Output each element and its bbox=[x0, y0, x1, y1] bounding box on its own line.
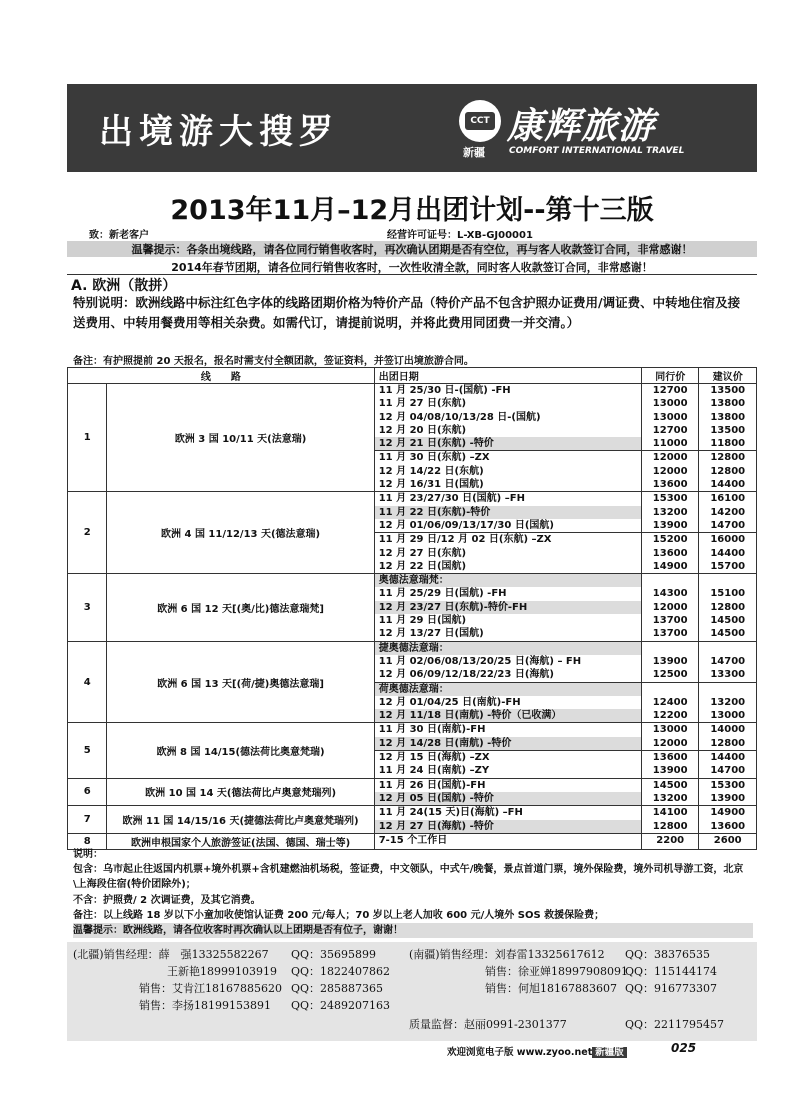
table-row bbox=[68, 723, 757, 778]
suggested-price: 13200 bbox=[710, 696, 746, 708]
departure-date: 12 月 01/04/25 日(南航)-FH bbox=[378, 696, 521, 708]
peer-price: 13600 bbox=[652, 479, 688, 491]
peer-price: 13700 bbox=[652, 628, 688, 640]
route-name: 欧洲 6 国 13 天[(荷/捷)奥德法意瑞] bbox=[107, 641, 374, 723]
footer-tag: 新疆版 bbox=[592, 1047, 627, 1058]
suggested-price: 13800 bbox=[710, 411, 746, 423]
suggested-price: 13500 bbox=[710, 424, 746, 436]
departure-date: 11 月 27 日(东航) bbox=[378, 398, 467, 410]
departure-date: 11 月 23/27/30 日(国航) –FH bbox=[378, 493, 525, 505]
peer-price: 15200 bbox=[642, 532, 699, 546]
suggested-prices bbox=[699, 641, 757, 723]
suggested-price: 15700 bbox=[710, 560, 746, 572]
departure-date: 11 月 29 日(国航) bbox=[378, 615, 467, 627]
departure-dates bbox=[374, 384, 641, 492]
departure-date: 12 月 14/28 日(南航) -特价 bbox=[375, 737, 641, 750]
suggested-price: 13600 bbox=[710, 820, 746, 832]
explanation-line: 不含：护照费/ 2 次调证费，及其它消费。 bbox=[73, 894, 261, 906]
explanation-line: 说明： bbox=[73, 849, 103, 860]
departure-date: 12 月 16/31 日(国航) bbox=[378, 479, 484, 491]
departure-date: 11 月 30 日(南航)-FH bbox=[378, 724, 486, 736]
page-number: 025 bbox=[671, 1041, 697, 1055]
suggested-price: 14700 bbox=[710, 765, 746, 777]
sub-route-spacer bbox=[699, 682, 756, 696]
suggested-price: 14700 bbox=[710, 655, 746, 667]
departure-date: 11 月 30 日(东航) –ZX bbox=[375, 450, 641, 464]
peer-price: 12800 bbox=[652, 820, 688, 832]
suggested-prices bbox=[699, 806, 757, 834]
departure-date: 12 月 11/18 日(南航) -特价（已收满） bbox=[375, 709, 641, 722]
suggested-price: 14500 bbox=[710, 615, 746, 627]
sub-route-title: 奥德法意瑞梵： bbox=[375, 574, 641, 587]
header-banner bbox=[67, 84, 757, 172]
notice-1: 温馨提示：各条出境线路，请各位同行销售收客时，再次确认团期是否有空位，再与客人收款签订合同，非常感谢！ bbox=[67, 241, 757, 257]
peer-prices bbox=[641, 806, 699, 834]
departure-date: 11 月 24(15 天)日(海航) –FH bbox=[378, 807, 523, 819]
peer-price: 14500 bbox=[652, 779, 688, 791]
peer-price: 13200 bbox=[652, 506, 688, 518]
logo-mark-text: CCT bbox=[465, 112, 495, 130]
suggested-prices bbox=[699, 492, 757, 574]
row-number: 7 bbox=[68, 806, 107, 834]
departure-date: 12 月 04/08/10/13/28 日-(国航) bbox=[378, 411, 541, 423]
company-logo bbox=[459, 96, 749, 162]
route-name: 欧洲 4 国 11/12/13 天(德法意瑞) bbox=[107, 492, 374, 574]
suggested-price: 13500 bbox=[710, 385, 746, 396]
sub-route-title: 荷奥德法意瑞： bbox=[375, 682, 641, 696]
north-sales-3: 销售：李扬18199153891 bbox=[139, 999, 271, 1012]
suggested-price: 16100 bbox=[710, 493, 746, 505]
tour-table bbox=[67, 367, 757, 850]
row-number: 5 bbox=[68, 723, 107, 778]
peer-price: 11000 bbox=[652, 438, 688, 450]
north-sales-1: 王新艳18999103919 bbox=[167, 965, 277, 978]
suggested-price: 2600 bbox=[713, 834, 742, 846]
departure-date: 12 月 14/22 日(东航) bbox=[378, 465, 484, 477]
peer-price: 12400 bbox=[652, 696, 688, 708]
peer-price: 12000 bbox=[652, 601, 688, 613]
departure-dates bbox=[374, 723, 641, 778]
route-name: 欧洲申根国家个人旅游签证(法国、德国、瑞士等) bbox=[107, 833, 374, 849]
suggest-price-header: 建议价 bbox=[699, 368, 757, 384]
notice-2: 2014年春节团期，请各位同行销售收客时，一次性收清全款，同时客人收款签订合同，非常感谢！ bbox=[171, 261, 653, 274]
peer-price: 13900 bbox=[652, 765, 688, 777]
south-sales-2: 销售：何旭18167883607 bbox=[485, 982, 617, 995]
departure-date: 12 月 15 日(海航) –ZX bbox=[375, 750, 641, 764]
logo-sub: 新疆 bbox=[463, 146, 485, 159]
peer-price: 13600 bbox=[652, 547, 688, 559]
suggested-price: 14400 bbox=[710, 479, 746, 491]
suggested-price: 11800 bbox=[710, 438, 746, 450]
special-note: 特别说明：欧洲线路中标注红色字体的线路团期价格为特价产品（特价产品不包含护照办证费用/调证费、中转地住宿及接送费用、中转用餐费用等相关杂费。如需代订，请提前说明，并将此费用同团费一并交清。） bbox=[73, 295, 741, 330]
logo-flower-icon bbox=[459, 100, 501, 142]
row-number: 2 bbox=[68, 492, 107, 574]
peer-price: 14100 bbox=[652, 807, 688, 819]
suggested-price: 14400 bbox=[710, 547, 746, 559]
peer-prices bbox=[641, 384, 699, 492]
table-row bbox=[68, 384, 757, 492]
row-number: 8 bbox=[68, 833, 107, 849]
suggested-price: 14000 bbox=[710, 724, 746, 736]
suggested-prices bbox=[699, 723, 757, 778]
departure-date: 12 月 13/27 日(国航) bbox=[378, 628, 484, 640]
route-name: 欧洲 8 国 14/15(德法荷比奥意梵瑞) bbox=[107, 723, 374, 778]
contacts-box bbox=[67, 942, 757, 1041]
departure-dates bbox=[374, 641, 641, 723]
explanation-line: 备注：以上线路 18 岁以下小童加收使馆认证费 200 元/每人；70 岁以上老人加收 600 元/人境外 SOS 救援保险费； bbox=[73, 909, 605, 921]
suggested-price: 12800 bbox=[710, 601, 746, 613]
departure-date: 11 月 25/29 日(国航) -FH bbox=[378, 588, 507, 600]
suggested-price: 15100 bbox=[710, 588, 746, 600]
route-name: 欧洲 10 国 14 天(德法荷比卢奥意梵瑞列) bbox=[107, 778, 374, 806]
departure-date: 11 月 22 日(东航)-特价 bbox=[375, 506, 641, 519]
sub-route-spacer bbox=[642, 574, 699, 587]
suggested-price: 12800 bbox=[699, 450, 756, 464]
south-sales-1-qq: QQ：115144174 bbox=[625, 965, 718, 978]
south-manager: (南疆)销售经理：刘春雷13325617612 bbox=[409, 948, 605, 961]
row-number: 4 bbox=[68, 641, 107, 723]
peer-price: 13000 bbox=[652, 724, 688, 736]
remark: 备注：有护照提前 20 天报名，报名时需支付全额团款，签证资料，并签订出境旅游合同。 bbox=[73, 356, 474, 367]
suggested-price: 12800 bbox=[710, 465, 746, 477]
footer-text: 欢迎浏览电子版 www.zyoo.net bbox=[447, 1047, 593, 1058]
peer-price-header: 同行价 bbox=[641, 368, 699, 384]
logo-english: COMFORT INTERNATIONAL TRAVEL bbox=[509, 146, 685, 156]
departure-dates bbox=[374, 778, 641, 806]
peer-price: 12500 bbox=[652, 669, 688, 681]
peer-price: 14900 bbox=[652, 560, 688, 572]
route-header: 线 路 bbox=[68, 368, 375, 384]
sub-route-spacer bbox=[642, 682, 699, 696]
logo-name: 康辉旅游 bbox=[507, 106, 656, 147]
north-sales-3-qq: QQ：2489207163 bbox=[291, 999, 391, 1012]
peer-price: 13600 bbox=[642, 750, 699, 764]
departure-date: 12 月 20 日(东航) bbox=[378, 424, 467, 436]
dates-header: 出团日期 bbox=[374, 368, 641, 384]
peer-price: 14300 bbox=[652, 588, 688, 600]
table-row bbox=[68, 806, 757, 834]
peer-price: 12200 bbox=[652, 710, 688, 722]
quality-supervisor: 质量监督：赵丽0991-2301377 bbox=[409, 1018, 567, 1031]
peer-price: 2200 bbox=[656, 834, 685, 846]
peer-price: 13700 bbox=[652, 615, 688, 627]
departure-date: 11 月 26 日(国航)-FH bbox=[378, 779, 486, 791]
peer-price: 12000 bbox=[642, 450, 699, 464]
suggested-price: 14400 bbox=[699, 750, 756, 764]
suggested-price: 13800 bbox=[710, 398, 746, 410]
peer-price: 12000 bbox=[652, 465, 688, 477]
suggested-price: 13300 bbox=[710, 669, 746, 681]
departure-date: 12 月 21 日(东航) -特价 bbox=[375, 437, 641, 450]
suggested-price: 15300 bbox=[710, 779, 746, 791]
peer-prices bbox=[641, 723, 699, 778]
departure-date: 11 月 24 日(南航) –ZY bbox=[378, 765, 490, 777]
row-number: 6 bbox=[68, 778, 107, 806]
sub-route-spacer bbox=[642, 642, 699, 655]
route-name: 欧洲 3 国 10/11 天(法意瑞) bbox=[107, 384, 374, 492]
south-manager-qq: QQ：38376535 bbox=[625, 948, 711, 961]
peer-prices bbox=[641, 574, 699, 641]
peer-price: 13900 bbox=[652, 655, 688, 667]
quality-supervisor-qq: QQ：2211795457 bbox=[625, 1018, 725, 1031]
suggested-price: 13000 bbox=[710, 710, 746, 722]
north-manager-qq: QQ：35695899 bbox=[291, 948, 377, 961]
north-sales-1-qq: QQ：1822407862 bbox=[291, 965, 391, 978]
departure-dates bbox=[374, 574, 641, 641]
departure-date: 12 月 27 日(海航) -特价 bbox=[375, 820, 641, 833]
departure-date: 12 月 01/06/09/13/17/30 日(国航) bbox=[378, 519, 554, 531]
suggested-prices bbox=[699, 384, 757, 492]
departure-date: 12 月 05 日(国航) -特价 bbox=[375, 792, 641, 805]
suggested-price: 14900 bbox=[710, 807, 746, 819]
explanation-line: 包含：乌市起止往返国内机票+境外机票+含机建燃油机场税，签证费，中文领队，中式午/晚餐，景点首道门票，境外保险费，境外司机导游工资，北京\上海段住宿(特价团除外)； bbox=[73, 864, 744, 891]
route-name: 欧洲 11 国 14/15/16 天(捷德法荷比卢奥意梵瑞列) bbox=[107, 806, 374, 834]
suggested-prices bbox=[699, 778, 757, 806]
peer-prices bbox=[641, 492, 699, 574]
page-title: 2013年11月–12月出团计划--第十三版 bbox=[170, 195, 654, 226]
north-sales-2: 销售：艾肯江18167885620 bbox=[139, 982, 282, 995]
departure-date: 12 月 27 日(东航) bbox=[378, 547, 467, 559]
banner-title: 出境游大搜罗 bbox=[99, 112, 339, 152]
sub-route-spacer bbox=[699, 642, 756, 655]
table-row bbox=[68, 574, 757, 641]
license-number: 经营许可证号：L-XB-GJ00001 bbox=[387, 230, 533, 241]
recipient: 致：新老客户 bbox=[89, 230, 149, 241]
south-sales-2-qq: QQ：916773307 bbox=[625, 982, 718, 995]
suggested-price: 14200 bbox=[710, 506, 746, 518]
departure-dates bbox=[374, 806, 641, 834]
explanation-line: 温馨提示：欧洲线路，请各位收客时再次确认以上团期是否有位子，谢谢！ bbox=[73, 923, 753, 938]
departure-date: 11 月 02/06/08/13/20/25 日(海航) – FH bbox=[378, 655, 582, 667]
peer-prices bbox=[641, 778, 699, 806]
peer-price: 15300 bbox=[652, 493, 688, 505]
peer-prices bbox=[641, 641, 699, 723]
suggested-prices bbox=[699, 574, 757, 641]
suggested-price: 12800 bbox=[710, 737, 746, 749]
north-manager: (北疆)销售经理：薛 强13325582267 bbox=[73, 948, 269, 961]
departure-date: 7-15 个工作日 bbox=[378, 834, 448, 846]
departure-date: 12 月 06/09/12/18/22/23 日(海航) bbox=[378, 669, 554, 681]
departure-date: 11 月 29 日/12 月 02 日(东航) –ZX bbox=[375, 532, 641, 546]
route-name: 欧洲 6 国 12 天[(奥/比)德法意瑞梵] bbox=[107, 574, 374, 641]
section-heading: A. 欧洲（散拼） bbox=[67, 274, 757, 291]
table-header-row bbox=[68, 368, 757, 384]
peer-price: 13000 bbox=[652, 411, 688, 423]
table-row bbox=[68, 641, 757, 723]
row-number: 3 bbox=[68, 574, 107, 641]
suggested-price: 14700 bbox=[710, 519, 746, 531]
north-sales-2-qq: QQ：285887365 bbox=[291, 982, 384, 995]
sub-route-spacer bbox=[699, 574, 756, 587]
suggested-price: 14500 bbox=[710, 628, 746, 640]
south-sales-1: 销售：徐亚婵18997908091 bbox=[485, 965, 628, 978]
peer-price: 13000 bbox=[652, 398, 688, 410]
footer bbox=[447, 1044, 627, 1058]
explanation bbox=[73, 847, 753, 938]
departure-date: 12 月 23/27 日(东航)-特价-FH bbox=[375, 601, 641, 614]
table-row bbox=[68, 492, 757, 574]
row-number: 1 bbox=[68, 384, 107, 492]
peer-price: 13200 bbox=[652, 792, 688, 804]
peer-price: 13900 bbox=[652, 519, 688, 531]
departure-date: 12 月 22 日(国航) bbox=[378, 560, 467, 572]
flyer-page bbox=[67, 84, 757, 1057]
peer-price: 12700 bbox=[652, 385, 688, 396]
sub-route-title: 捷奥德法意瑞： bbox=[375, 642, 641, 655]
table-row bbox=[68, 778, 757, 806]
peer-price: 12700 bbox=[652, 424, 688, 436]
departure-dates bbox=[374, 492, 641, 574]
departure-date: 11 月 25/30 日-(国航) -FH bbox=[378, 385, 511, 396]
suggested-price: 16000 bbox=[699, 532, 756, 546]
suggested-price: 13900 bbox=[710, 792, 746, 804]
peer-price: 12000 bbox=[652, 737, 688, 749]
